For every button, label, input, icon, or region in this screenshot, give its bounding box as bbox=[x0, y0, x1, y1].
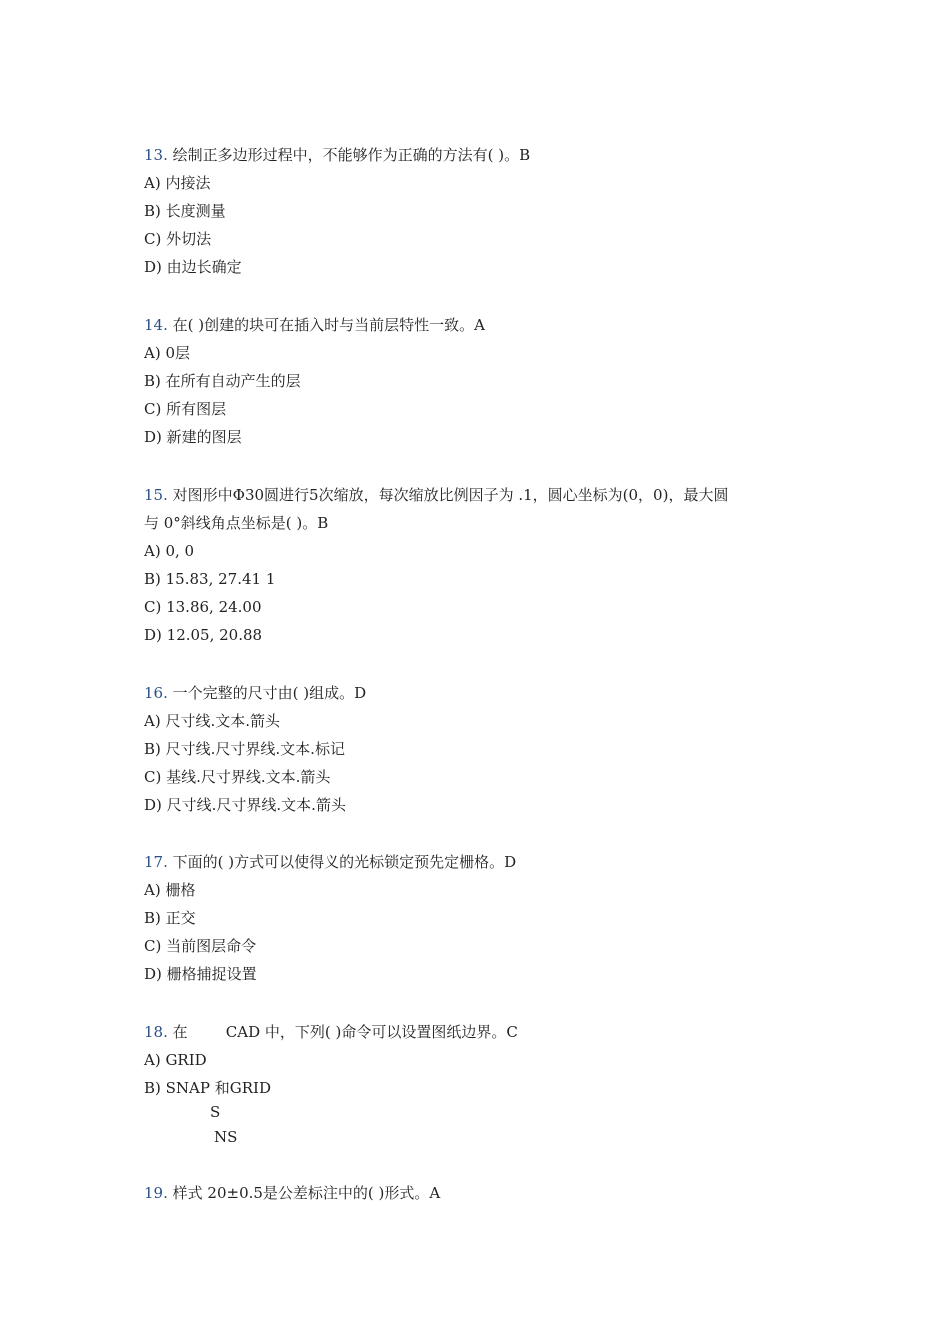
option-b: B) 15.83, 27.41 1 bbox=[144, 570, 276, 588]
question-17 bbox=[144, 848, 824, 988]
question-text: 一个完整的尺寸由( )组成。D bbox=[172, 684, 367, 702]
option-a: A) 尺寸线.文本.箭头 bbox=[144, 712, 280, 730]
question-stem bbox=[144, 679, 824, 707]
question-stem-line-2: 与 0°斜线角点坐标是( )。B bbox=[144, 514, 329, 532]
question-text: 下面的( )方式可以使得义的光标锁定预先定栅格。D bbox=[172, 853, 517, 871]
option-a: A) 内接法 bbox=[144, 174, 211, 192]
option-c: C) 13.86, 24.00 bbox=[144, 598, 262, 616]
question-15 bbox=[144, 481, 824, 649]
question-number: 18. bbox=[144, 1023, 168, 1041]
question-text: 绘制正多边形过程中，不能够作为正确的方法有( )。B bbox=[172, 146, 531, 164]
option-a: A) 栅格 bbox=[144, 881, 196, 899]
question-number: 16. bbox=[144, 684, 168, 702]
question-19 bbox=[144, 1179, 824, 1207]
text-fragment: S bbox=[210, 1103, 221, 1121]
option-b: B) 正交 bbox=[144, 909, 196, 927]
question-stem bbox=[144, 311, 824, 339]
option-b: B) 尺寸线.尺寸界线.文本.标记 bbox=[144, 740, 345, 758]
option-d: D) 新建的图层 bbox=[144, 428, 242, 446]
question-number: 13. bbox=[144, 146, 168, 164]
option-a: A) 0, 0 bbox=[144, 542, 195, 560]
question-text: 对图形中Φ30圆进行5次缩放，每次缩放比例因子为 .1，圆心坐标为(0，0)，最大圆 bbox=[172, 486, 729, 504]
question-stem-line-1 bbox=[144, 481, 824, 509]
question-text: 在( )创建的块可在插入时与当前层特性一致。A bbox=[172, 316, 485, 334]
option-d: D) 栅格捕捉设置 bbox=[144, 965, 257, 983]
question-number: 14. bbox=[144, 316, 168, 334]
option-c: C) 基线.尺寸界线.文本.箭头 bbox=[144, 768, 331, 786]
question-number: 15. bbox=[144, 486, 168, 504]
question-stem bbox=[144, 848, 824, 876]
question-stem bbox=[144, 1018, 824, 1046]
question-text: 样式 20±0.5是公差标注中的( )形式。A bbox=[172, 1184, 441, 1202]
option-d: D) 尺寸线.尺寸界线.文本.箭头 bbox=[144, 796, 346, 814]
option-c: C) 当前图层命令 bbox=[144, 937, 257, 955]
question-text: 在 CAD 中，下列( )命令可以设置图纸边界。C bbox=[172, 1023, 518, 1041]
option-b: B) 长度测量 bbox=[144, 202, 226, 220]
question-number: 19. bbox=[144, 1184, 168, 1202]
text-fragment: NS bbox=[214, 1128, 238, 1146]
question-stem bbox=[144, 141, 824, 169]
question-18 bbox=[144, 1018, 824, 1102]
option-b: B) 在所有自动产生的层 bbox=[144, 372, 301, 390]
option-d: D) 12.05, 20.88 bbox=[144, 626, 263, 644]
question-13 bbox=[144, 141, 824, 281]
option-a: A) GRID bbox=[144, 1051, 207, 1069]
question-14 bbox=[144, 311, 824, 451]
option-d: D) 由边长确定 bbox=[144, 258, 242, 276]
option-b: B) SNAP 和GRID bbox=[144, 1079, 271, 1097]
option-c: C) 所有图层 bbox=[144, 400, 227, 418]
question-number: 17. bbox=[144, 853, 168, 871]
question-stem bbox=[144, 1179, 824, 1207]
question-16 bbox=[144, 679, 824, 819]
option-a: A) 0层 bbox=[144, 344, 190, 362]
option-c: C) 外切法 bbox=[144, 230, 212, 248]
